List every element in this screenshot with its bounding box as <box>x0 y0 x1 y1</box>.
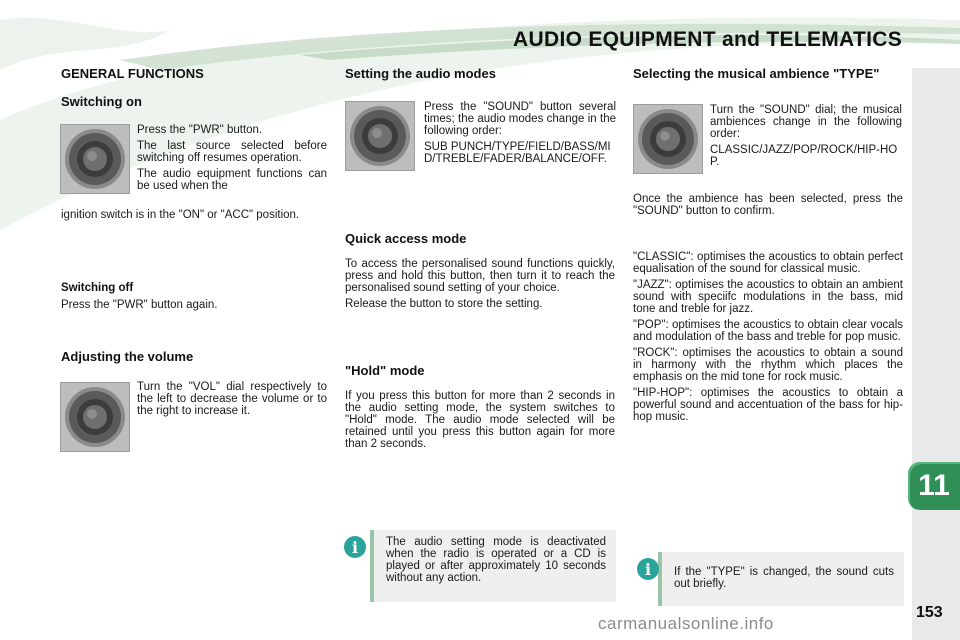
switching-on-p1: Press the "PWR" button. <box>137 124 263 136</box>
pwr-knob-image <box>60 124 130 194</box>
info-box-audio-setting <box>370 530 616 602</box>
chapter-tab: 11 <box>908 462 960 510</box>
vol-knob-image <box>60 382 130 452</box>
knob-icon <box>61 383 129 451</box>
musical-ambience-order: CLASSIC/JAZZ/POP/ROCK/HIP-HOP. <box>710 144 898 168</box>
switching-on-text <box>137 124 327 192</box>
hold-mode-heading: "Hold" mode <box>345 363 425 378</box>
sound-dial-image <box>633 104 703 174</box>
switching-off-text: Press the "PWR" button again. <box>61 299 218 311</box>
quick-access-heading: Quick access mode <box>345 231 467 246</box>
knob-icon <box>346 102 414 170</box>
switching-on-heading: Switching on <box>61 94 142 109</box>
right-margin-band <box>912 68 960 640</box>
knob-icon <box>634 105 702 173</box>
page-number: 153 <box>916 604 943 621</box>
style-jazz-text: "JAZZ": optimises the acoustics to obtain an ambient sound with speciifc modulations in the bass, mid tone and treble for jazz. <box>633 279 903 315</box>
watermark: carmanualsonline.info <box>598 614 774 633</box>
ambience-confirm-text: Once the ambience has been selected, press the "SOUND" button to confirm. <box>633 193 903 217</box>
switching-on-p2: The last source selected before switching off resumes operation. <box>137 140 327 164</box>
audio-modes-order: SUB PUNCH/TYPE/FIELD/BASS/MID/TREBLE/FADER/BALANCE/OFF. <box>424 141 611 165</box>
switching-off-heading: Switching off <box>61 282 134 294</box>
knob-icon <box>61 125 129 193</box>
audio-modes-heading: Setting the audio modes <box>345 66 496 81</box>
audio-modes-text <box>424 101 616 169</box>
adjusting-volume-heading: Adjusting the volume <box>61 349 194 364</box>
quick-access-text <box>345 258 615 314</box>
info-icon: i <box>344 536 366 558</box>
switching-on-p3a: The audio equipment functions can be used when the <box>137 168 327 192</box>
style-hiphop-text: "HIP-HOP": optimises the acoustics to obtain a powerful sound and accentuation of the bass for hip-hop music. <box>633 387 903 423</box>
musical-ambience-text <box>710 104 902 172</box>
quick-access-p2: Release the button to store the setting. <box>345 298 543 310</box>
sound-knob-image <box>345 101 415 171</box>
page-header-title: AUDIO EQUIPMENT and TELEMATICS <box>513 28 902 51</box>
musical-ambience-p1: Turn the "SOUND" dial; the musical ambiences change in the following order: <box>710 104 902 140</box>
style-classic-text: "CLASSIC": optimises the acoustics to obtain perfect equalisation of the sound for classical music. <box>633 251 903 275</box>
style-pop-text: "POP": optimises the acoustics to obtain clear vocals and modulation of the bass and treble for pop music. <box>633 319 903 343</box>
info-box-type-change <box>658 552 904 606</box>
general-functions-heading: GENERAL FUNCTIONS <box>61 66 204 81</box>
audio-modes-p1: Press the "SOUND" button several times; the audio modes change in the following order: <box>424 101 616 137</box>
quick-access-p1: To access the personalised sound functions quickly, press and hold this button, then turn it to reach the personalised sound setting of your choice. <box>345 258 615 294</box>
musical-ambience-heading: Selecting the musical ambience "TYPE" <box>633 66 880 81</box>
style-rock-text: "ROCK": optimises the acoustics to obtain a sound in harmony with the rhythm which places the emphasis on the mid tone for rock music. <box>633 347 903 383</box>
info-icon: i <box>637 558 659 580</box>
switching-on-p3b: ignition switch is in the "ON" or "ACC" position. <box>61 209 300 221</box>
info-box-type-change-text: If the "TYPE" is changed, the sound cuts out briefly. <box>674 566 894 590</box>
adjusting-volume-text: Turn the "VOL" dial respectively to the left to decrease the volume or to the right to increase it. <box>137 381 327 417</box>
info-box-audio-setting-text: The audio setting mode is deactivated when the radio is operated or a CD is played or after approximately 10 seconds without any action. <box>386 536 606 584</box>
hold-mode-text: If you press this button for more than 2 seconds in the audio setting mode, the system switches to "Hold" mode. The audio mode selected will be retained until you press this button again for more than 2 seconds. <box>345 390 615 450</box>
ambience-styles-list <box>633 251 903 427</box>
